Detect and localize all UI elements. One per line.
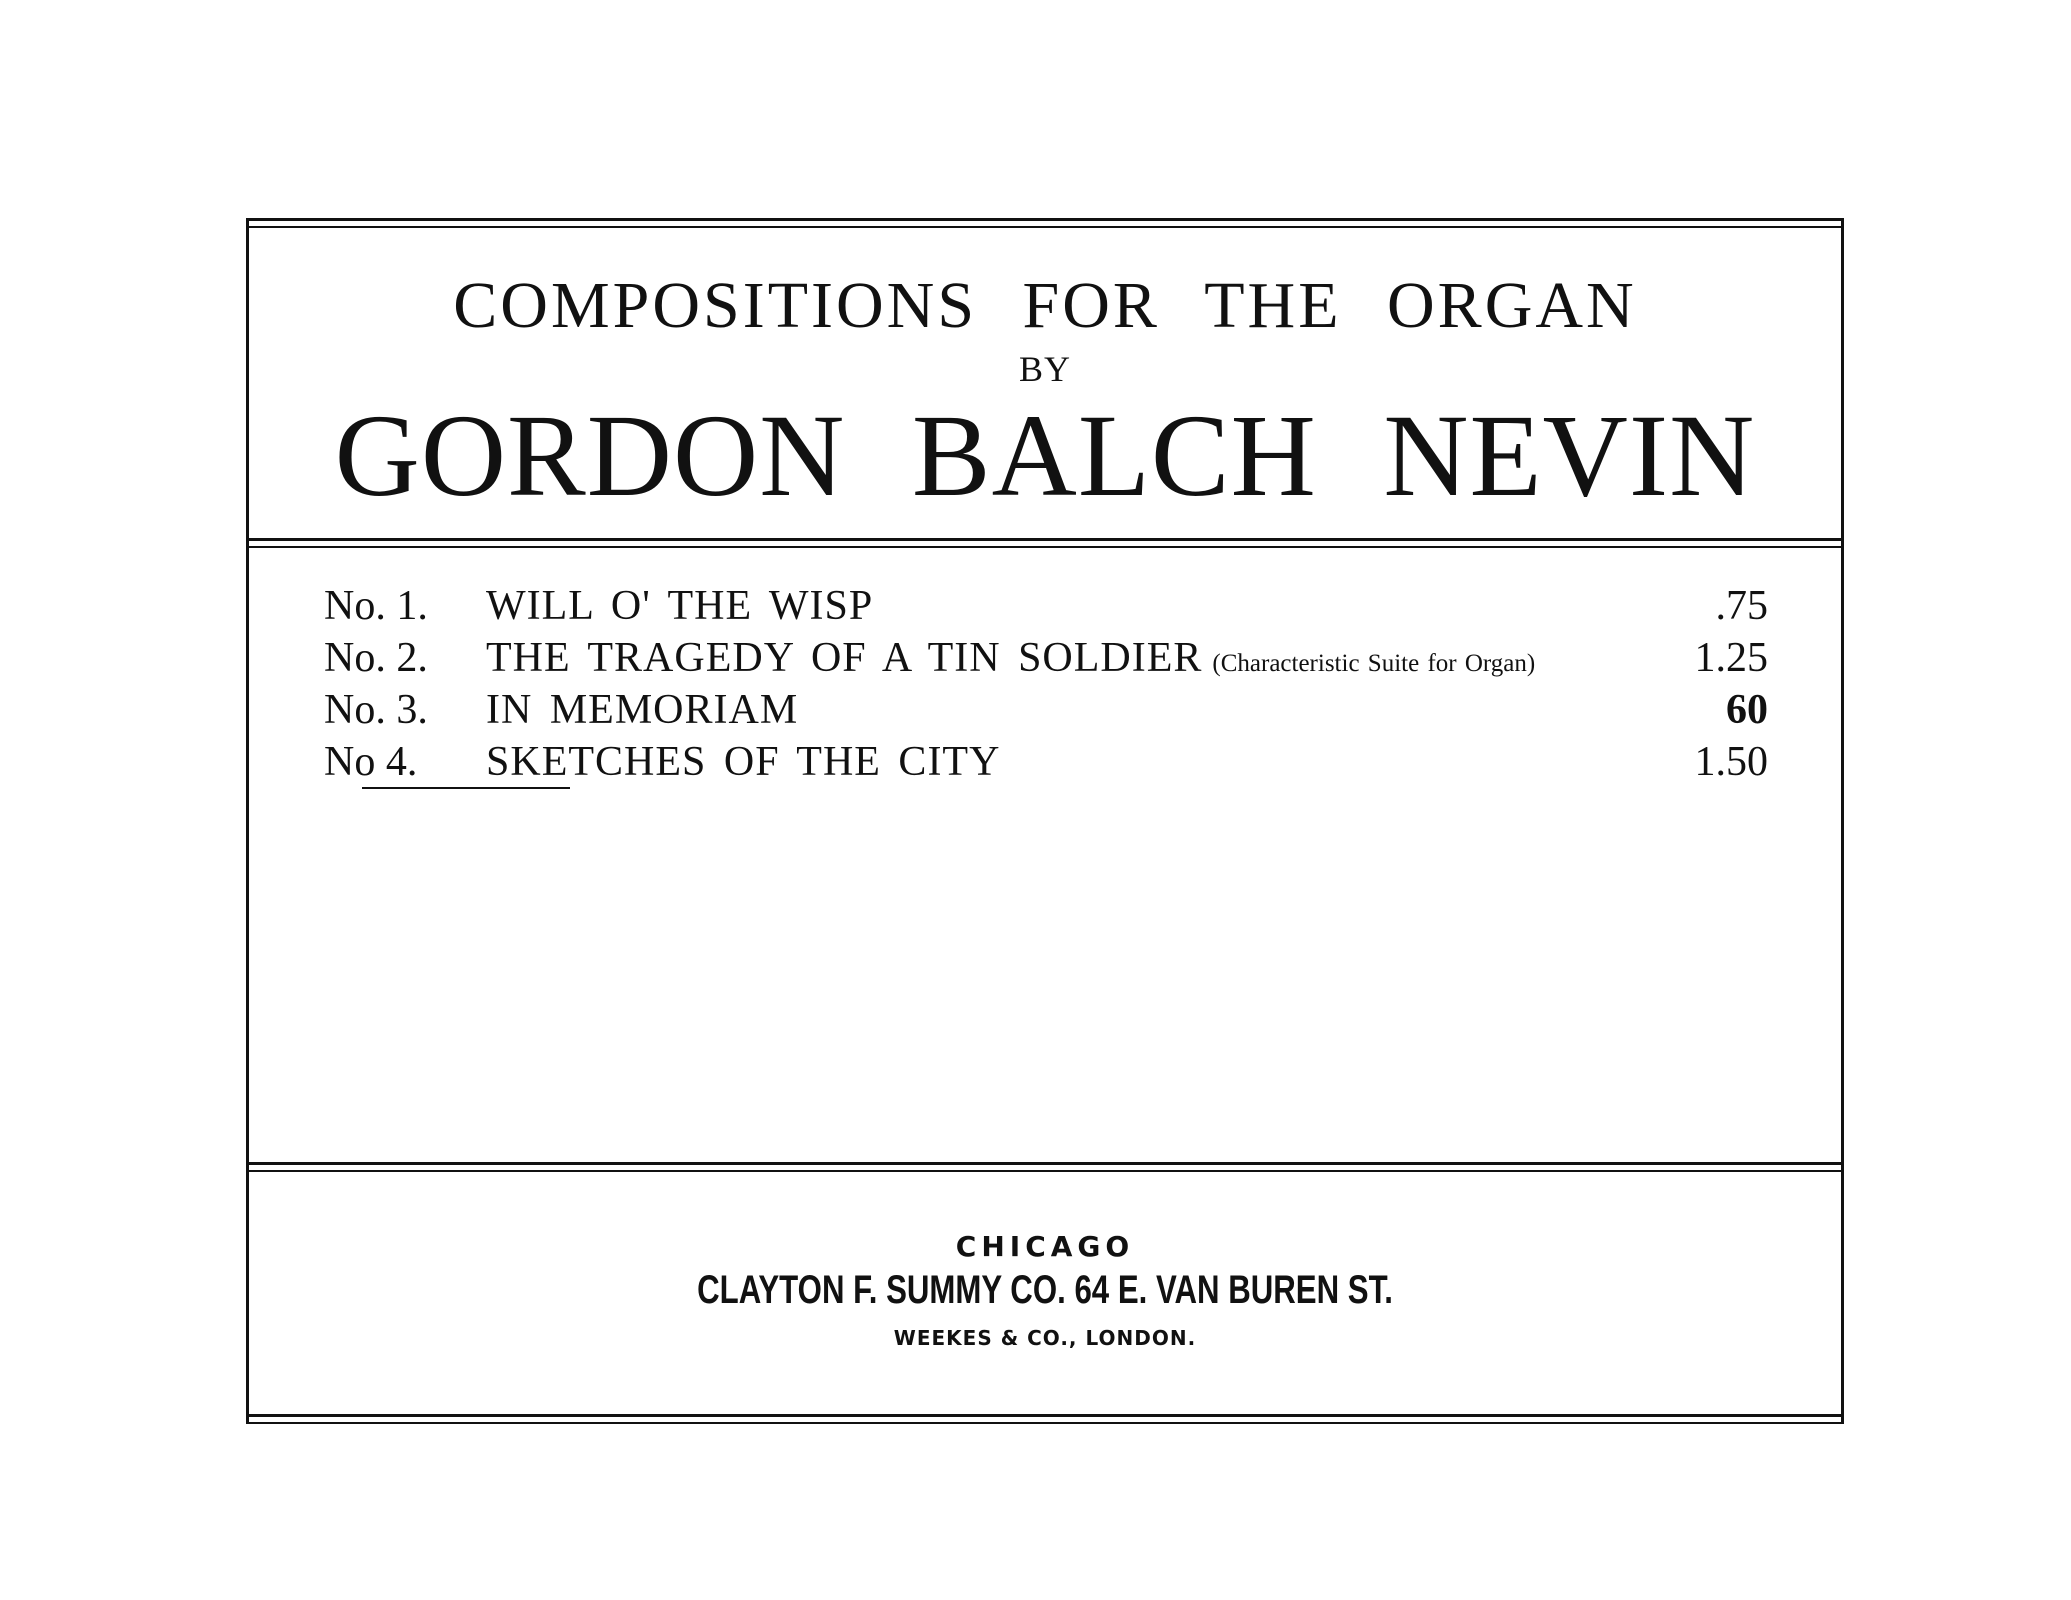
publisher-name: CLAYTON F. SUMMY CO. 64 E. VAN BUREN ST. bbox=[697, 1268, 1393, 1312]
bottom-double-rule bbox=[246, 1414, 1844, 1424]
work-number: No. 3. bbox=[324, 687, 428, 733]
top-double-rule bbox=[246, 218, 1844, 228]
work-title: SKETCHES OF THE CITY bbox=[486, 739, 1001, 785]
title-page-frame bbox=[246, 218, 1844, 1424]
work-title: WILL O' THE WISP bbox=[486, 583, 874, 629]
work-price: .75 bbox=[1715, 583, 1768, 629]
work-subtitle: (Characteristic Suite for Organ) bbox=[1212, 650, 1536, 677]
publisher-city: CHICAGO bbox=[955, 1230, 1135, 1263]
handwritten-underline bbox=[362, 787, 570, 789]
work-price: 1.50 bbox=[1694, 739, 1768, 785]
work-title: IN MEMORIAM bbox=[486, 687, 799, 733]
work-number: No. 2. bbox=[324, 635, 428, 681]
work-price: 1.25 bbox=[1694, 635, 1768, 681]
by-label: BY bbox=[1018, 349, 1071, 389]
collection-title: COMPOSITIONS FOR THE ORGAN bbox=[453, 269, 1637, 342]
publisher-agent: WEEKES & CO., LONDON. bbox=[893, 1326, 1197, 1350]
work-price: 60 bbox=[1726, 687, 1768, 733]
work-number: No 4. bbox=[324, 739, 418, 785]
work-row-2 bbox=[246, 634, 1844, 686]
work-title-group bbox=[486, 634, 1535, 682]
work-row-1 bbox=[246, 582, 1844, 634]
header-divider-rule bbox=[246, 538, 1844, 548]
work-row-3 bbox=[246, 686, 1844, 738]
work-number: No. 1. bbox=[324, 583, 428, 629]
work-row-4 bbox=[246, 738, 1844, 790]
work-title: THE TRAGEDY OF A TIN SOLDIER bbox=[486, 635, 1203, 681]
composer-name: GORDON BALCH NEVIN bbox=[334, 390, 1756, 521]
footer-divider-rule bbox=[246, 1162, 1844, 1172]
